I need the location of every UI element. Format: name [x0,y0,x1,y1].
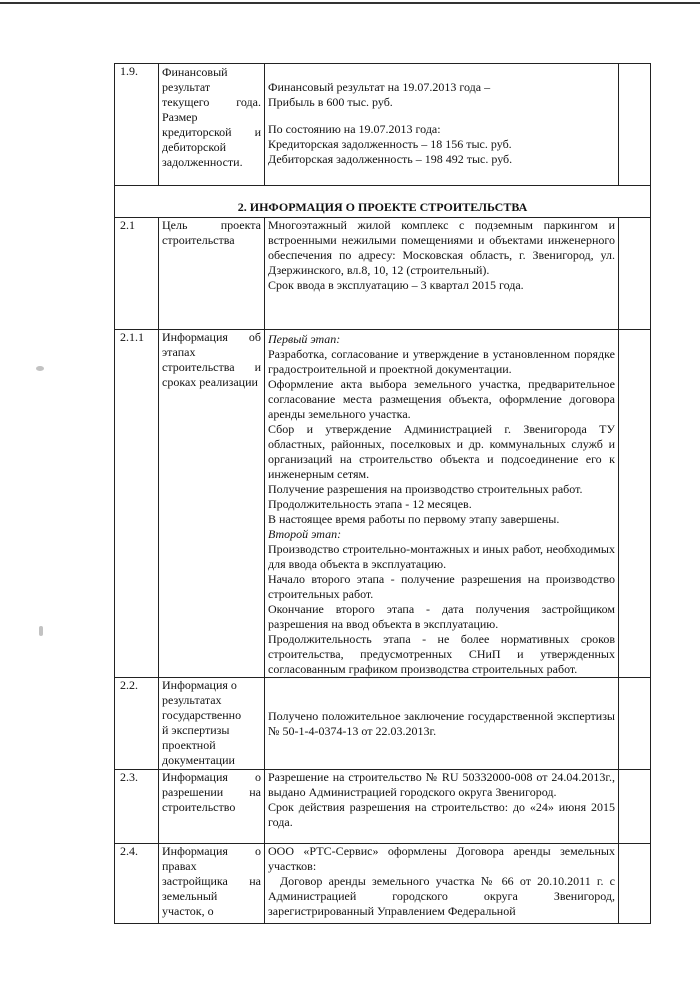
content-line: Дебиторская задолженность – 198 492 тыс. руб. [268,152,513,166]
row-name-building-permit: Информация о разрешении на строительство [159,770,265,844]
row-content-financial-result [265,64,619,186]
row-number: 2.2. [115,678,159,770]
content-paragraph: Продолжительность этапа - не более нормативных сроков строительства, предусмотренных СНиП и утвержденных согласованным графиком производства строительных работ. [268,632,615,676]
content-line: Кредиторская задолженность – 18 156 тыс. руб. [268,137,512,151]
name-line: проектной [162,738,216,752]
name-line: кредиторской и [162,125,261,139]
table-row [115,218,651,330]
name-line: Финансовый [162,65,228,79]
content-line: Финансовый результат на 19.07.2013 года – [268,80,491,94]
spacer [268,110,615,122]
content-paragraph: В настоящее время работы по первому этапу завершены. [268,512,560,526]
name-line: результатах [162,693,222,707]
empty-cell [619,844,651,924]
row-number: 1.9. [115,64,159,186]
content-paragraph: Производство строительно-монтажных и иных работ, необходимых для ввода объекта в эксплуатацию. [268,542,615,571]
table-row [115,844,651,924]
empty-cell [619,330,651,678]
name-line: результат [162,80,211,94]
row-name-stages: Информация об этапах строительства и сроках реализации [159,330,265,678]
content-paragraph: Начало второго этапа - получение разрешения на производство строительных работ. [268,572,615,601]
row-number: 2.1.1 [115,330,159,678]
punch-hole-mark [39,626,43,636]
name-line: дебиторской [162,140,227,154]
content-paragraph: ООО «РТС-Сервис» оформлены Договора аренды земельных участков: [268,844,615,873]
row-content-expertise [265,678,619,770]
name-line: документации [162,753,235,767]
empty-cell [619,218,651,330]
table-row [115,64,651,186]
content-paragraph: Сбор и утверждение Администрацией г. Звенигорода ТУ областных, районных, поселковых и др. коммунальных служб и организаций на строительство объекта и подсоединение его к инженерным сетям. [268,422,615,481]
content-line: Прибыль в 600 тыс. руб. [268,95,393,109]
name-line: й экспертизы [162,723,230,737]
row-content-building-permit [265,770,619,844]
content-line: По состоянию на 19.07.2013 года: [268,122,441,136]
content-paragraph: Окончание второго этапа - дата получения застройщиком разрешения на ввод объекта в эксплуатацию. [268,602,615,631]
row-name-financial-result [159,64,265,186]
content-paragraph: Продолжительность этапа - 12 месяцев. [268,497,472,511]
row-content-project-goal [265,218,619,330]
name-line: Размер [162,110,198,124]
project-declaration-table [114,63,651,924]
content-paragraph: Срок действия разрешения на строительство: до «24» июня 2015 года. [268,800,615,829]
row-name-project-goal: Цель проекта строительства [159,218,265,330]
content-paragraph: Получено положительное заключение государственной экспертизы № 50-1-4-0374-13 от 22.03.2013г. [268,708,615,738]
row-content-stages [265,330,619,678]
content-paragraph: Разработка, согласование и утверждение в установленном порядке градостроительной и проектной документации. [268,347,615,376]
content-paragraph: Многоэтажный жилой комплекс с подземным паркингом и встроенными нежилыми помещениями и объектами инженерного обеспечения по адресу: Московская область, г. Звенигород, ул. Дзержинского, вл.8, 10, 12 (строительный). [268,218,615,277]
empty-cell [619,770,651,844]
scan-top-edge [0,2,700,4]
table-row [115,678,651,770]
content-paragraph: Разрешение на строительство № RU 50332000-008 от 24.04.2013г., выдано Администрацией городского округа Звенигород. [268,770,615,799]
name-line: Информация о [162,678,237,692]
row-number: 2.4. [115,844,159,924]
row-name-expertise [159,678,265,770]
content-paragraph: Оформление акта выбора земельного участка, предварительное согласование места размещения объекта, оформление договора аренды земельного участка. [268,377,615,421]
row-number: 2.1 [115,218,159,330]
stage-title: Первый этап: [268,332,341,346]
table-row [115,770,651,844]
name-line: задолженности. [162,155,243,169]
name-line: текущего года. [162,95,261,109]
section-title: 2. ИНФОРМАЦИЯ О ПРОЕКТЕ СТРОИТЕЛЬСТВА [115,186,651,218]
empty-cell [619,64,651,186]
empty-cell [619,678,651,770]
content-paragraph: Договор аренды земельного участка № 66 от 20.10.2011 г. с Администрацией городского округа Звенигород, зарегистрированный Управлением Федеральной [268,874,615,918]
row-content-land-rights [265,844,619,924]
punch-hole-mark [36,366,44,371]
name-line: государственно [162,708,242,722]
content-paragraph: Получение разрешения на производство строительных работ. [268,482,583,496]
content-paragraph: Срок ввода в эксплуатацию – 3 квартал 2015 года. [268,278,524,292]
row-number: 2.3. [115,770,159,844]
row-name-land-rights: Информация о правах застройщика на земельный участок, о [159,844,265,924]
table-row [115,330,651,678]
stage-title: Второй этап: [268,527,342,541]
section-header-row [115,186,651,218]
